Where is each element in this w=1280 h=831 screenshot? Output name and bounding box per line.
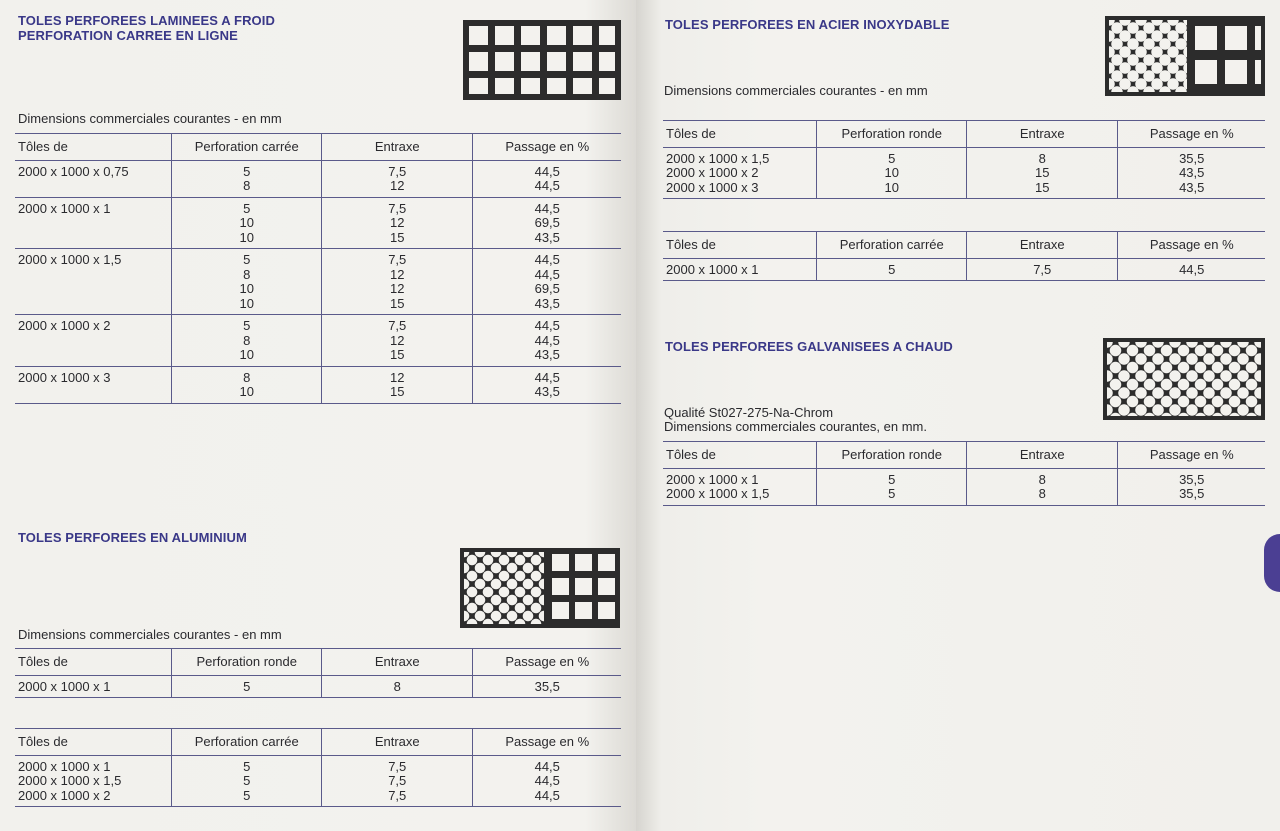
table-row [663,148,1265,200]
round-perforation-image [1103,338,1265,420]
table-row [663,469,1265,506]
column-header: Perforation carrée [171,729,321,755]
table-cell: 5 10 10 [816,148,966,199]
table-cell: 8 10 [171,367,321,403]
page-tab-marker [1264,534,1280,592]
square-holes [469,26,615,94]
table-cell: 5 8 10 [171,315,321,366]
table-row [15,315,621,367]
table-cell: 2000 x 1000 x 1,5 [18,252,122,267]
column-header: Entraxe [966,121,1117,147]
round-holes [464,552,544,624]
table-cell: 44,5 69,5 43,5 [472,198,621,249]
column-header: Passage en % [1117,232,1265,258]
table-cell: 2000 x 1000 x 0,75 [18,163,129,179]
table-cell: 8 [321,676,473,698]
table-cell: 35,5 [472,676,621,698]
table-row [15,367,621,404]
section-title-inox: TOLES PERFOREES EN ACIER INOXYDABLE [665,17,950,32]
table-row [15,676,621,699]
section-title-galvanisees: TOLES PERFOREES GALVANISEES A CHAUD [665,339,953,354]
subtitle: Dimensions commerciales courantes, en mm. [664,419,927,434]
column-header: Perforation ronde [171,649,321,675]
table-cell: 5 10 10 [171,198,321,249]
column-header: Tôles de [18,734,68,749]
table-cell: 44,5 43,5 [472,367,621,403]
table-aluminium-carree [15,728,621,807]
table-cell: 44,5 [1117,259,1265,281]
column-header: Entraxe [321,729,473,755]
table-header-row [663,121,1265,148]
round-holes [1107,342,1261,416]
left-page [0,0,636,831]
square-holes [1195,26,1261,88]
table-header-row [15,649,621,676]
table-cell: 7,5 12 15 [321,198,473,249]
subtitle: Dimensions commerciales courantes - en mm [18,627,282,642]
table-cell: 2000 x 1000 x 1 2000 x 1000 x 1,5 2000 x 1000 x 2 [18,758,122,803]
table-cell: 8 8 [966,469,1117,505]
column-header: Perforation carrée [816,232,966,258]
column-header: Perforation carrée [171,134,321,160]
column-header: Passage en % [472,649,621,675]
table-cell: 7,5 [966,259,1117,281]
quality-text: Qualité St027-275-Na-Chrom [664,405,834,420]
table-cell: 44,5 44,5 44,5 [472,756,621,807]
subtitle: Dimensions commerciales courantes - en mm [664,83,928,98]
table-header-row [15,134,621,161]
column-header: Passage en % [1117,442,1265,468]
round-square-perforation-image [1105,16,1265,96]
table-cell: 35,5 35,5 [1117,469,1265,505]
table-cell: 44,5 44,5 69,5 43,5 [472,249,621,314]
round-square-perforation-image [460,548,620,628]
table-cell: 5 [816,259,966,281]
table-header-row [663,442,1265,469]
section-title-aluminium: TOLES PERFOREES EN ALUMINIUM [18,530,247,545]
right-page [636,0,1280,831]
table-cell: 8 15 15 [966,148,1117,199]
table-cell: 44,5 44,5 43,5 [472,315,621,366]
table-row [663,259,1265,282]
table-cell: 7,5 7,5 7,5 [321,756,473,807]
section-title-laminees [18,13,275,43]
table-cell: 5 5 5 [171,756,321,807]
table-cell: 2000 x 1000 x 1 [666,261,759,277]
column-header: Tôles de [18,139,68,154]
column-header: Perforation ronde [816,442,966,468]
title-line: PERFORATION CARREE EN LIGNE [18,28,238,43]
table-cell: 5 5 [816,469,966,505]
table-cell: 5 [171,676,321,698]
table-cell: 12 15 [321,367,473,403]
table-aluminium-ronde [15,648,621,698]
column-header: Tôles de [666,126,716,141]
column-header: Entraxe [321,134,473,160]
table-cell: 2000 x 1000 x 1 2000 x 1000 x 1,5 [666,471,770,501]
title-line: TOLES PERFOREES LAMINEES A FROID [18,13,275,28]
table-row [15,756,621,808]
table-cell: 7,5 12 15 [321,315,473,366]
column-header: Tôles de [666,447,716,462]
table-cell: 2000 x 1000 x 1 [18,678,111,694]
column-header: Entraxe [966,232,1117,258]
table-cell: 44,5 44,5 [472,161,621,197]
table-row [15,161,621,198]
table-inox-carree [663,231,1265,281]
square-holes [552,554,616,622]
table-cell: 2000 x 1000 x 1,5 2000 x 1000 x 2 2000 x 1000 x 3 [666,150,770,195]
column-header: Perforation ronde [816,121,966,147]
column-header: Entraxe [966,442,1117,468]
table-cell: 5 8 10 10 [171,249,321,314]
column-header: Tôles de [18,654,68,669]
column-header: Entraxe [321,649,473,675]
table-cell: 2000 x 1000 x 3 [18,369,111,385]
column-header: Tôles de [666,237,716,252]
table-inox-ronde [663,120,1265,199]
table-header-row [15,729,621,756]
table-row [15,198,621,250]
table-header-row [663,232,1265,259]
table-cell: 35,5 43,5 43,5 [1117,148,1265,199]
round-holes [1109,20,1187,92]
table-cell: 7,5 12 [321,161,473,197]
table-galvanisees [663,441,1265,506]
table-cell: 5 8 [171,161,321,197]
column-header: Passage en % [1117,121,1265,147]
table-cell: 2000 x 1000 x 1 [18,200,111,216]
table-cell: 2000 x 1000 x 2 [18,318,111,333]
column-header: Passage en % [472,134,621,160]
subtitle: Dimensions commerciales courantes - en mm [18,111,282,126]
table-cell: 7,5 12 12 15 [321,249,473,314]
table-laminees [15,133,621,404]
column-header: Passage en % [472,729,621,755]
table-row [15,249,621,315]
